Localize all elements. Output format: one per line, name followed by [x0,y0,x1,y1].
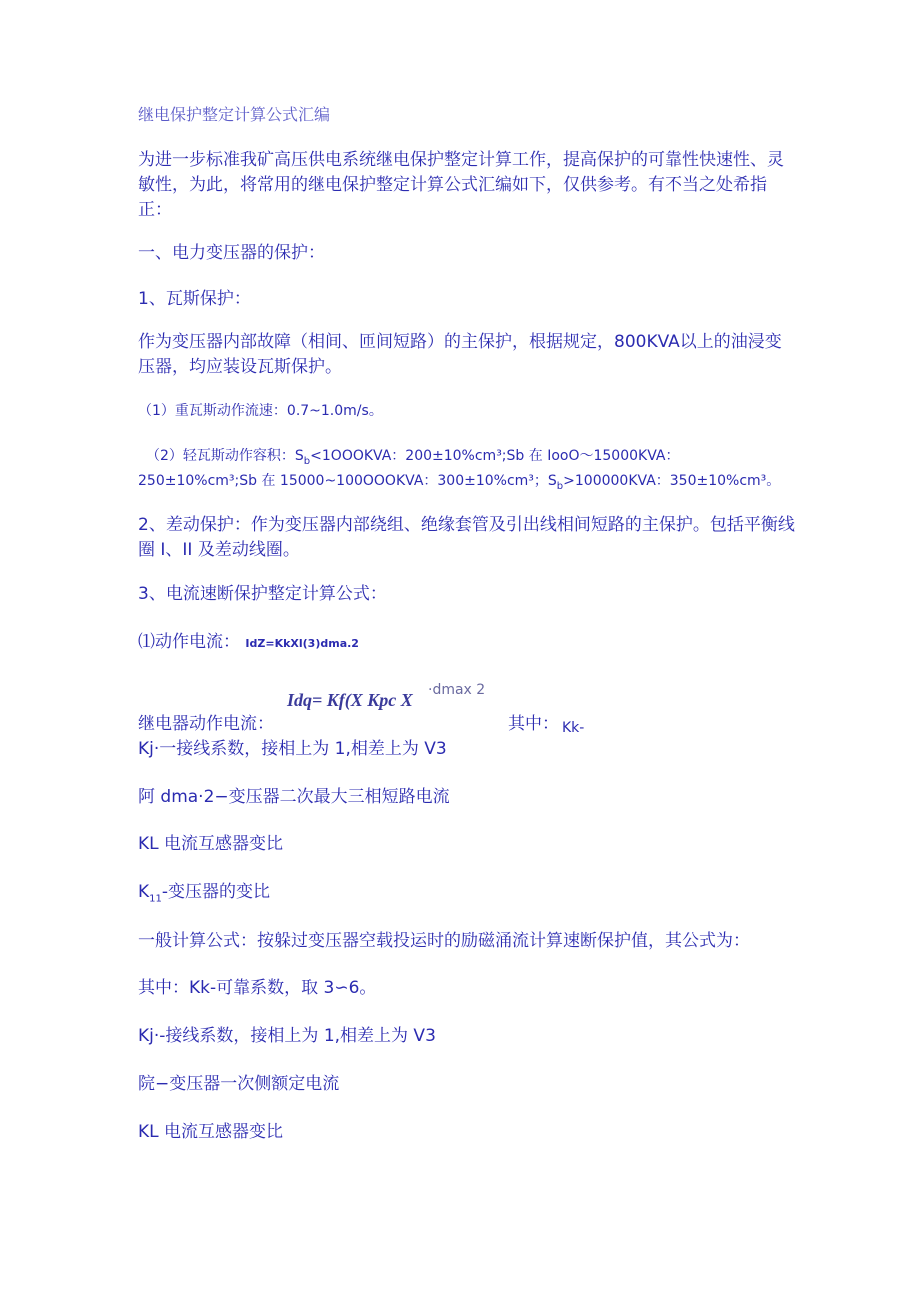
ct-ratio-line-2: KL 电流互感器变比 [138,1122,284,1142]
relay-current-label: 继电器动作电流： [138,714,274,734]
operating-current-line [138,630,359,656]
reliability-coefficient-line: 其中：Kk-可靠系数，取 3∽6。 [138,978,377,998]
secondary-short-circuit-line: 阿 dma·2−变压器二次最大三相短路电流 [138,787,450,807]
relay-where-label: 其中： [508,714,559,734]
wiring-coefficient-line-2: Kj·-接线系数，接相上为 1,相差上为 V3 [138,1026,436,1046]
light-gas-text-c: 250±10%cm³;Sb 在 15000~100OOOKVA：300±10%cm³；S [138,473,557,489]
item-current-quick-break: 3、电流速断保护整定计算公式： [138,584,387,604]
light-gas-text-d: >100000KVA：350±10%cm³。 [563,473,781,489]
k11-letter: K [138,882,150,902]
k11-sub: 11 [149,893,162,905]
intro-paragraph: 为进一步标准我矿高压供电系统继电保护整定计算工作，提高保护的可靠性快速性、灵敏性，为此，将常用的继电保护整定计算公式汇编如下，仅供参考。有不当之处希指正： [138,150,784,220]
formula-dmax-label: ·dmax 2 [428,682,486,698]
section-heading-transformer: 一、电力变压器的保护： [138,243,325,263]
wiring-coefficient-line: Kj·一接线系数，接相上为 1,相差上为 V3 [138,739,447,759]
operating-current-label: ⑴动作电流： [138,632,240,652]
light-gas-text-a: （2）轻瓦斯动作容积：S [146,448,304,464]
light-gas-text-b: <1OOOKVA：200±10%cm³;Sb 在 IooO～15000KVA： [310,448,680,464]
light-gas-volume-line2 [138,469,780,499]
document-title: 继电保护整定计算公式汇编 [138,105,331,124]
gas-protection-description: 作为变压器内部故障（相间、匝间短路）的主保护，根据规定，800KVA以上的油浸变压器，均应装设瓦斯保护。 [138,332,782,377]
ct-ratio-line: KL 电流互感器变比 [138,834,284,854]
k11-text: -变压器的变比 [161,882,271,902]
primary-rated-current-line: 院−变压器一次侧额定电流 [138,1074,340,1094]
general-formula-line: 一般计算公式：按躲过变压器空载投运时的励磁涌流计算速断保护值，其公式为： [138,931,750,951]
relay-kk-label: Kk- [562,720,585,736]
transformer-ratio-line [138,880,270,911]
heavy-gas-flow: （1）重瓦斯动作流速：0.7~1.0m/s。 [138,403,383,419]
light-gas-sub-b1: b [303,455,311,467]
operating-current-formula: IdZ=KkXl(3)dma.2 [245,637,359,650]
differential-protection: 2、差动保护：作为变压器内部绕组、绝缘套管及引出线相间短路的主保护。包括平衡线圈 I、II 及差动线圈。 [138,515,795,560]
relay-current-formula: Idq= Kf(X Kpc X [287,690,413,710]
light-gas-sub-b2: b [556,480,564,492]
item-gas-protection: 1、瓦斯保护： [138,289,251,309]
